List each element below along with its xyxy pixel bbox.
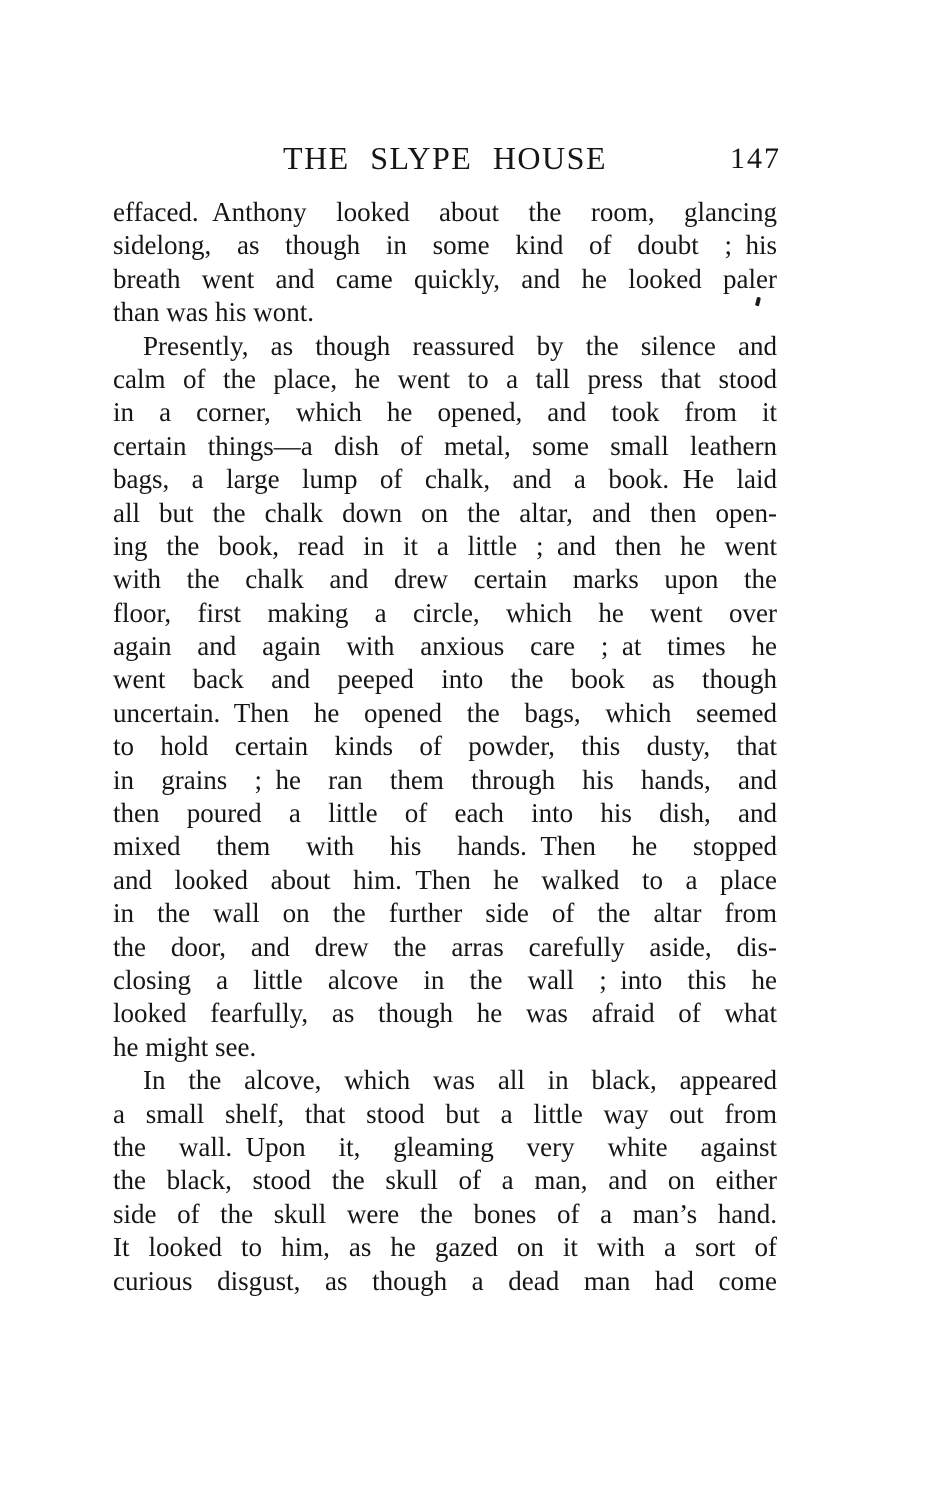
text-line: with the chalk and drew certain marks upon the [113,564,777,595]
text-line: breath went and came quickly, and he looked paler [113,263,777,294]
text-line: In the alcove, which was all in black, appeared [143,1065,777,1096]
text-line: than was his wont. [113,297,314,328]
text-line: again and again with anxious care ; at times he [113,631,777,662]
text-line: floor, first making a circle, which he went over [113,597,777,628]
text-line: certain things—a dish of metal, some small leathern [113,430,777,461]
text-line: curious disgust, as though a dead man had come [113,1265,777,1296]
text-line: the black, stood the skull of a man, and on either [113,1165,777,1196]
text-block [113,140,781,1298]
text-line: he might see. [113,1031,257,1062]
text-line: calm of the place, he went to a tall press that stood [113,363,777,394]
page-number: 147 [730,142,781,175]
text-line: mixed them with his hands. Then he stopped [113,831,777,862]
text-line: Presently, as though reassured by the silence and [143,330,777,361]
text-line: It looked to him, as he gazed on it with a sort of [113,1232,777,1263]
text-line: the wall. Upon it, gleaming very white against [113,1131,777,1162]
text-line: went back and peeped into the book as though [113,664,777,695]
text-line: closing a little alcove in the wall ; into this he [113,964,777,995]
text-line: side of the skull were the bones of a man’s hand. [113,1198,777,1229]
page-body [113,196,777,1298]
text-line: in the wall on the further side of the altar from [113,898,777,929]
text-line: a small shelf, that stood but a little way out from [113,1098,777,1129]
text-line: effaced. Anthony looked about the room, glancing [113,197,777,227]
text-line: ing the book, read in it a little ; and then he went [113,530,777,561]
text-line: the door, and drew the arras carefully aside, dis- [113,931,777,962]
text-line: sidelong, as though in some kind of doubt ; his [113,230,777,261]
text-line: bags, a large lump of chalk, and a book. He laid [113,464,777,495]
page-header [113,140,781,176]
text-line: looked fearfully, as though he was afraid of what [113,998,777,1029]
text-line: uncertain. Then he opened the bags, which seemed [113,697,777,728]
text-line: in grains ; he ran them through his hands, and [113,764,777,795]
text-line: all but the chalk down on the altar, and then open- [113,497,777,528]
running-title: THE SLYPE HOUSE [283,140,607,176]
text-line: to hold certain kinds of powder, this dusty, that [113,731,777,762]
text-line: in a corner, which he opened, and took from it [113,397,777,428]
text-line: and looked about him. Then he walked to a place [113,864,777,895]
text-line: then poured a little of each into his dish, and [113,798,777,829]
